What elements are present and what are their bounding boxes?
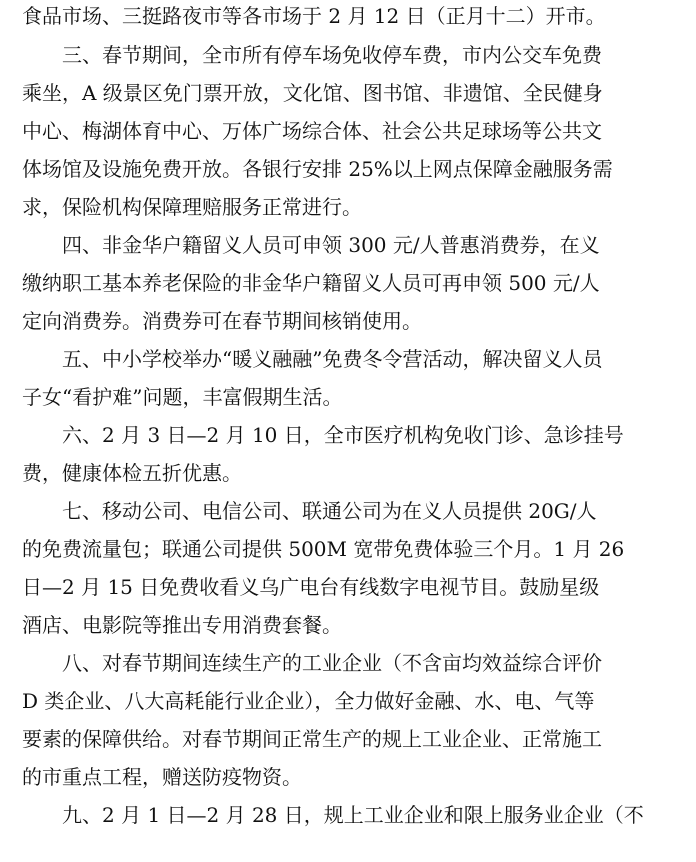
text-line: 缴纳职工基本养老保险的非金华户籍留义人员可再申领 500 元/人	[22, 271, 600, 295]
text-line: 日—2 月 15 日免费收看义乌广电台有线数字电视节目。鼓励星级	[22, 575, 600, 599]
paragraph-item-7	[22, 492, 674, 644]
text-line: 子女“看护难”问题，丰富假期生活。	[22, 385, 343, 409]
document-page	[22, 0, 674, 834]
paragraph-market-opening	[22, 0, 674, 36]
text-line: 五、中小学校举办“暖义融融”免费冬令营活动，解决留义人员	[62, 347, 603, 371]
text-line: 乘坐，A 级景区免门票开放，文化馆、图书馆、非遗馆、全民健身	[22, 81, 603, 105]
text-line: 定向消费券。消费券可在春节期间核销使用。	[22, 309, 422, 333]
paragraph-item-8	[22, 644, 674, 796]
text-line: 食品市场、三挺路夜市等各市场于 2 月 12 日（正月十二）开市。	[22, 4, 606, 28]
text-line: 六、2 月 3 日—2 月 10 日，全市医疗机构免收门诊、急诊挂号	[62, 423, 624, 447]
paragraph-item-9	[22, 796, 674, 834]
text-line: 要素的保障供给。对春节期间正常生产的规上工业企业、正常施工	[22, 727, 602, 751]
text-line: 酒店、电影院等推出专用消费套餐。	[22, 613, 342, 637]
text-line: 费，健康体检五折优惠。	[22, 461, 242, 485]
text-line: 四、非金华户籍留义人员可申领 300 元/人普惠消费券，在义	[62, 233, 600, 257]
text-line: 中心、梅湖体育中心、万体广场综合体、社会公共足球场等公共文	[22, 119, 602, 143]
text-line: 体场馆及设施免费开放。各银行安排 25%以上网点保障金融服务需	[22, 157, 613, 181]
text-line: 七、移动公司、电信公司、联通公司为在义人员提供 20G/人	[62, 499, 597, 523]
paragraph-item-3	[22, 36, 674, 226]
text-line: 三、春节期间，全市所有停车场免收停车费，市内公交车免费	[62, 43, 602, 67]
paragraph-item-6	[22, 416, 674, 492]
text-line: 九、2 月 1 日—2 月 28 日，规上工业企业和限上服务业企业（不	[62, 803, 644, 827]
text-line: D 类企业、八大高耗能行业企业），全力做好金融、水、电、气等	[22, 689, 595, 713]
paragraph-item-4	[22, 226, 674, 340]
text-line: 的市重点工程，赠送防疫物资。	[22, 765, 302, 789]
paragraph-item-5	[22, 340, 674, 416]
text-line: 的免费流量包；联通公司提供 500M 宽带免费体验三个月。1 月 26	[22, 537, 625, 561]
text-line: 求，保险机构保障理赔服务正常进行。	[22, 195, 362, 219]
text-line: 八、对春节期间连续生产的工业企业（不含亩均效益综合评价	[62, 651, 602, 675]
